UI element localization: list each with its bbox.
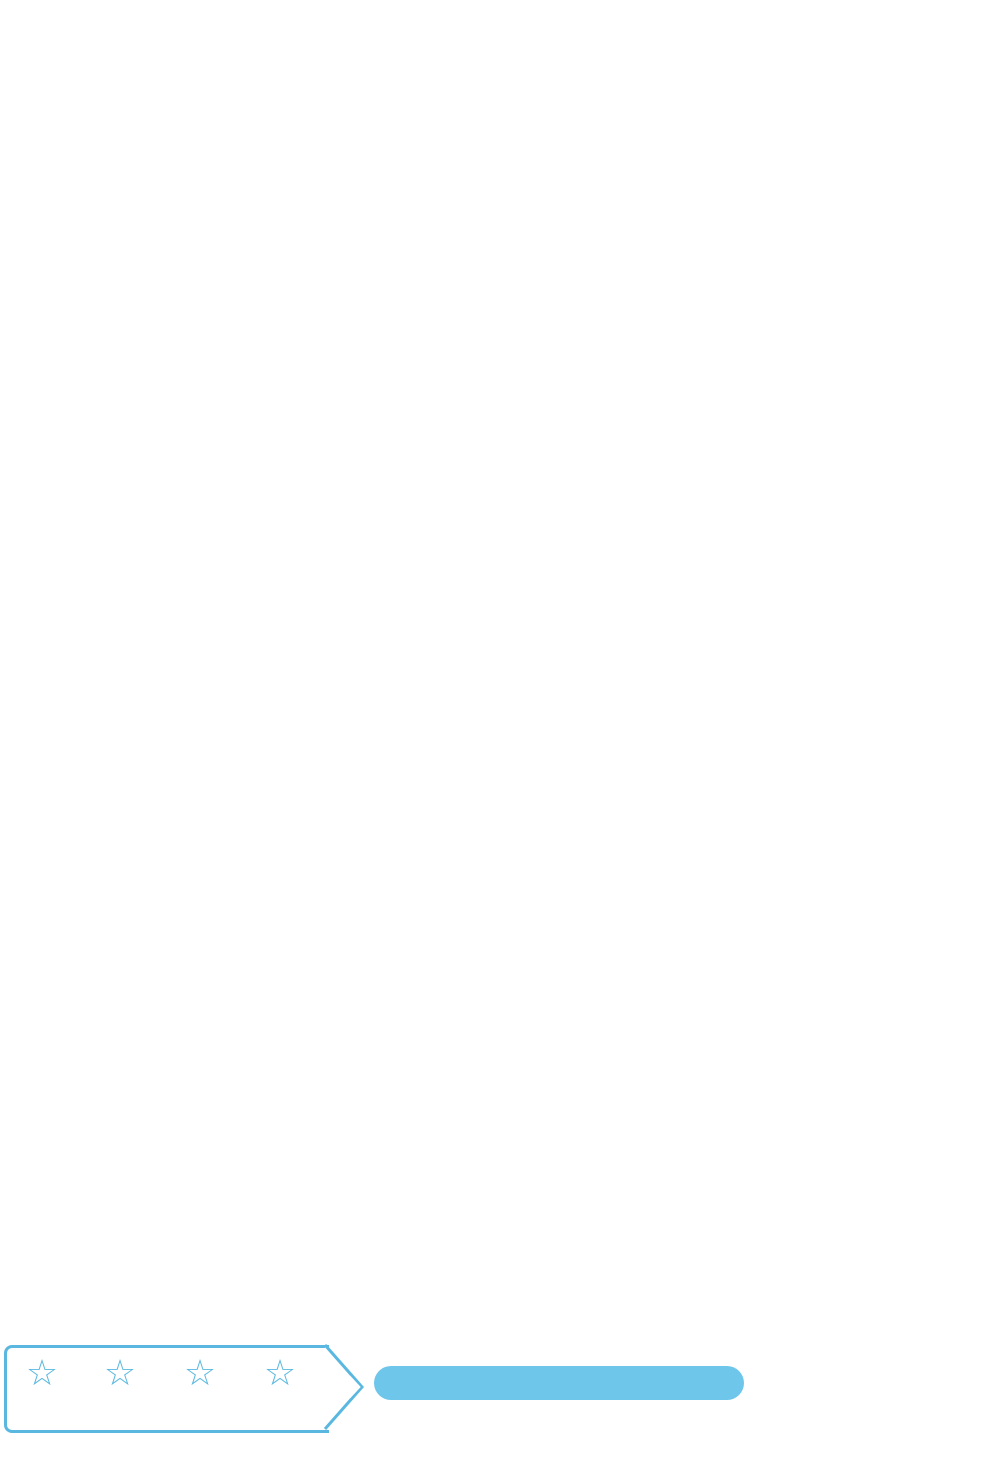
- footer-question-banner: [374, 1366, 744, 1400]
- top-decorative-border: [0, 60, 982, 120]
- star-icon: ☆: [103, 1353, 137, 1394]
- star-icon: ☆: [183, 1353, 217, 1394]
- star-rating-item[interactable]: [7, 1353, 77, 1398]
- right-decorative-border: [950, 205, 972, 1265]
- star-rating-item[interactable]: [165, 1353, 235, 1398]
- pencil-tip-icon: [322, 1342, 368, 1432]
- footer-pencil-decoration: [770, 1360, 975, 1410]
- star-rating-item[interactable]: [245, 1353, 315, 1398]
- star-icon: ☆: [25, 1353, 59, 1394]
- star-icon: ☆: [263, 1353, 297, 1394]
- star-rating-panel: [4, 1345, 329, 1433]
- star-rating-item[interactable]: [85, 1353, 155, 1398]
